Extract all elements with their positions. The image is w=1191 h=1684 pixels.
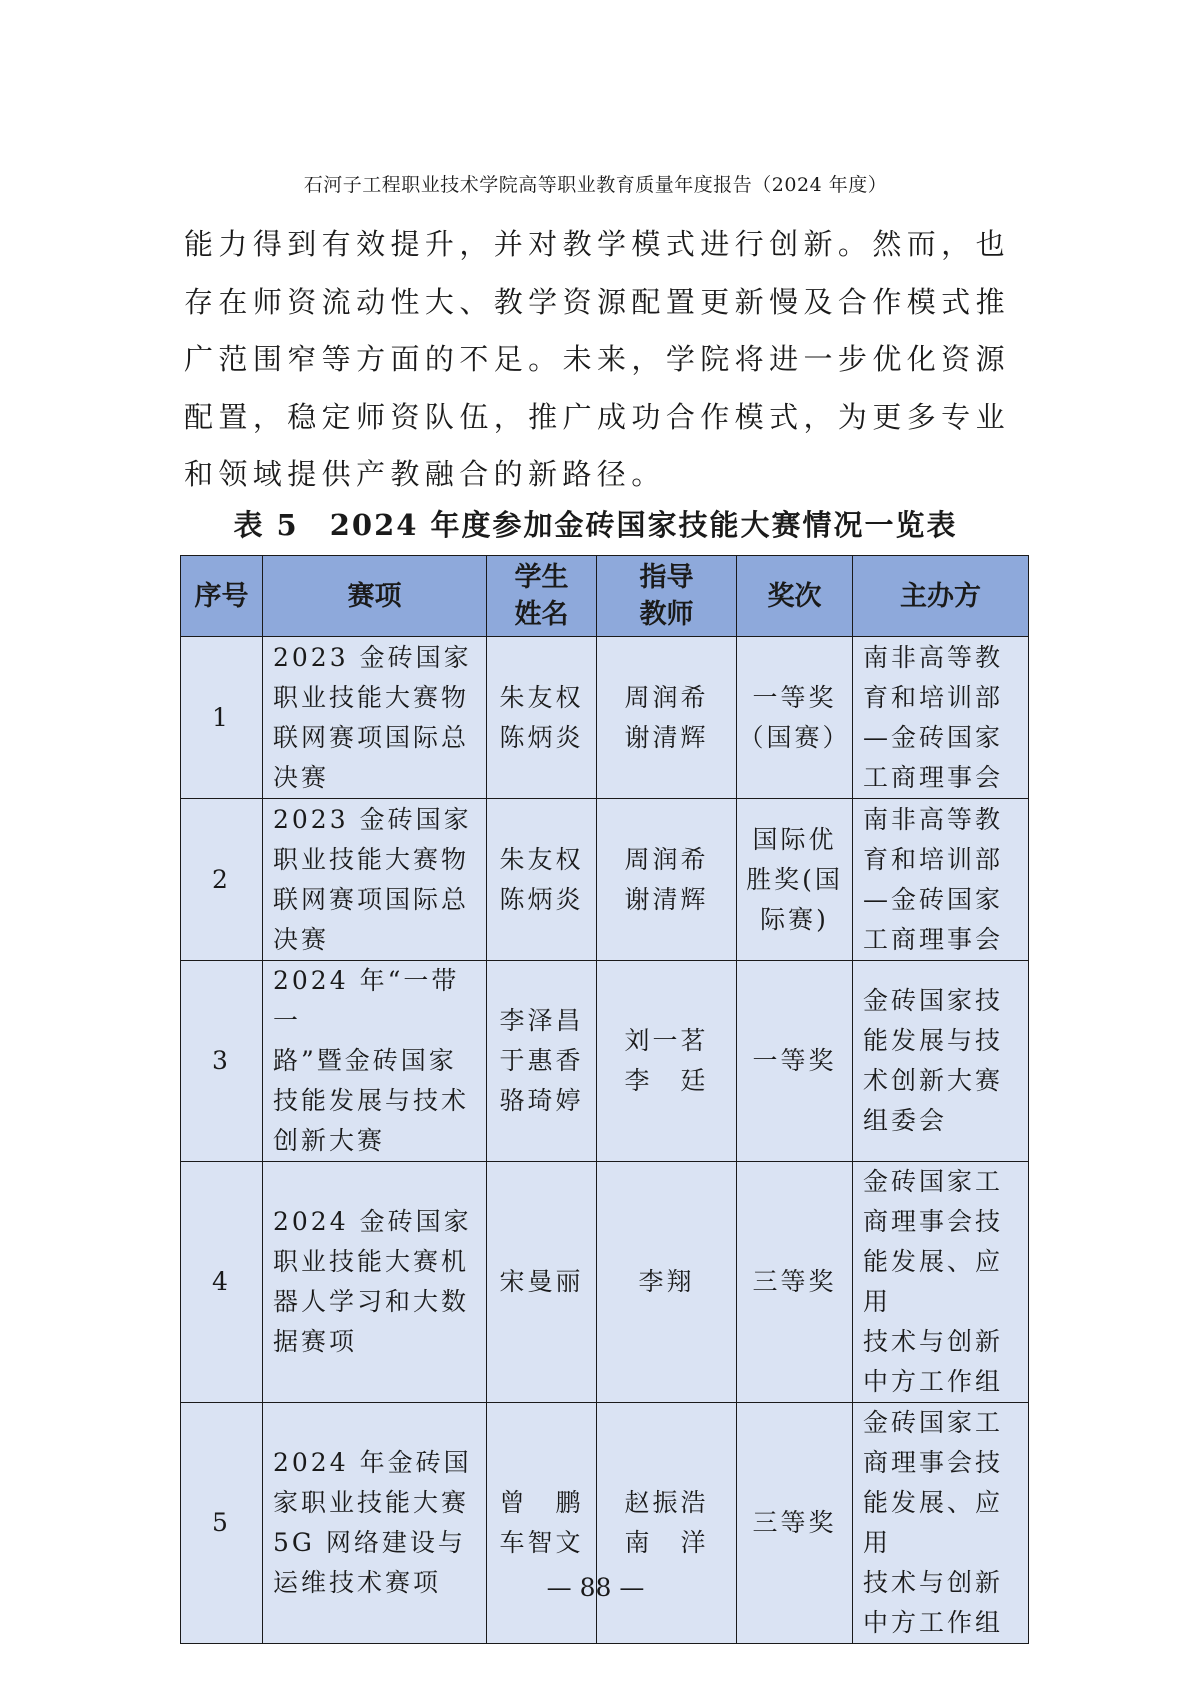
running-header: 石河子工程职业技术学院高等职业教育质量年度报告（2024 年度） bbox=[303, 174, 888, 196]
cell-organizer: 金砖国家技 能发展与技 术创新大赛 组委会 bbox=[853, 961, 1029, 1162]
cell-organizer: 金砖国家工 商理事会技 能发展、应用 技术与创新 中方工作组 bbox=[853, 1403, 1029, 1644]
cell-award: 三等奖 bbox=[737, 1162, 853, 1403]
cell-no: 4 bbox=[181, 1162, 263, 1403]
header-no: 序号 bbox=[181, 556, 263, 637]
table-row bbox=[181, 1162, 1029, 1403]
header-students: 学生 姓名 bbox=[487, 556, 597, 637]
cell-students: 李泽昌 于惠香 骆琦婷 bbox=[487, 961, 597, 1162]
header-organizer: 主办方 bbox=[853, 556, 1029, 637]
table-row bbox=[181, 637, 1029, 799]
cell-event: 2023 金砖国家 职业技能大赛物 联网赛项国际总 决赛 bbox=[263, 637, 487, 799]
cell-no: 5 bbox=[181, 1403, 263, 1644]
cell-organizer: 金砖国家工 商理事会技 能发展、应用 技术与创新 中方工作组 bbox=[853, 1162, 1029, 1403]
cell-teachers: 周润希 谢清辉 bbox=[597, 799, 737, 961]
cell-students: 曾 鹏 车智文 bbox=[487, 1403, 597, 1644]
cell-teachers: 周润希 谢清辉 bbox=[597, 637, 737, 799]
cell-event: 2024 年金砖国 家职业技能大赛 5G 网络建设与 运维技术赛项 bbox=[263, 1403, 487, 1644]
header-teachers: 指导 教师 bbox=[597, 556, 737, 637]
table-row bbox=[181, 961, 1029, 1162]
cell-event: 2023 金砖国家 职业技能大赛物 联网赛项国际总 决赛 bbox=[263, 799, 487, 961]
cell-students: 宋曼丽 bbox=[487, 1162, 597, 1403]
cell-award: 三等奖 bbox=[737, 1403, 853, 1644]
header-event: 赛项 bbox=[263, 556, 487, 637]
cell-teachers: 刘一茗 李 廷 bbox=[597, 961, 737, 1162]
page-number: — 88 — bbox=[546, 1573, 645, 1602]
table-row bbox=[181, 1403, 1029, 1644]
body-paragraph: 能力得到有效提升，并对教学模式进行创新。然而，也存在师资流动性大、教学资源配置更新慢及合作模式推广范围窄等方面的不足。未来，学院将进一步优化资源配置，稳定师资队伍，推广成功合作模式，为更多专业和领域提供产教融合的新路径。 bbox=[184, 227, 1010, 491]
cell-award: 一等奖 bbox=[737, 961, 853, 1162]
cell-students: 朱友权 陈炳炎 bbox=[487, 637, 597, 799]
cell-event: 2024 金砖国家 职业技能大赛机 器人学习和大数 据赛项 bbox=[263, 1162, 487, 1403]
table-header-row bbox=[181, 556, 1029, 637]
cell-teachers: 李翔 bbox=[597, 1162, 737, 1403]
cell-event: 2024 年“一带一 路”暨金砖国家 技能发展与技术 创新大赛 bbox=[263, 961, 487, 1162]
table-row bbox=[181, 799, 1029, 961]
awards-table bbox=[180, 555, 1029, 1644]
cell-no: 1 bbox=[181, 637, 263, 799]
cell-no: 2 bbox=[181, 799, 263, 961]
cell-award: 一等奖 （国赛） bbox=[737, 637, 853, 799]
cell-no: 3 bbox=[181, 961, 263, 1162]
header-award: 奖次 bbox=[737, 556, 853, 637]
cell-organizer: 南非高等教 育和培训部 —金砖国家 工商理事会 bbox=[853, 637, 1029, 799]
cell-teachers: 赵振浩 南 洋 bbox=[597, 1403, 737, 1644]
cell-students: 朱友权 陈炳炎 bbox=[487, 799, 597, 961]
cell-organizer: 南非高等教 育和培训部 —金砖国家 工商理事会 bbox=[853, 799, 1029, 961]
table-caption: 表 5 2024 年度参加金砖国家技能大赛情况一览表 bbox=[233, 508, 958, 542]
cell-award: 国际优 胜奖(国 际赛) bbox=[737, 799, 853, 961]
